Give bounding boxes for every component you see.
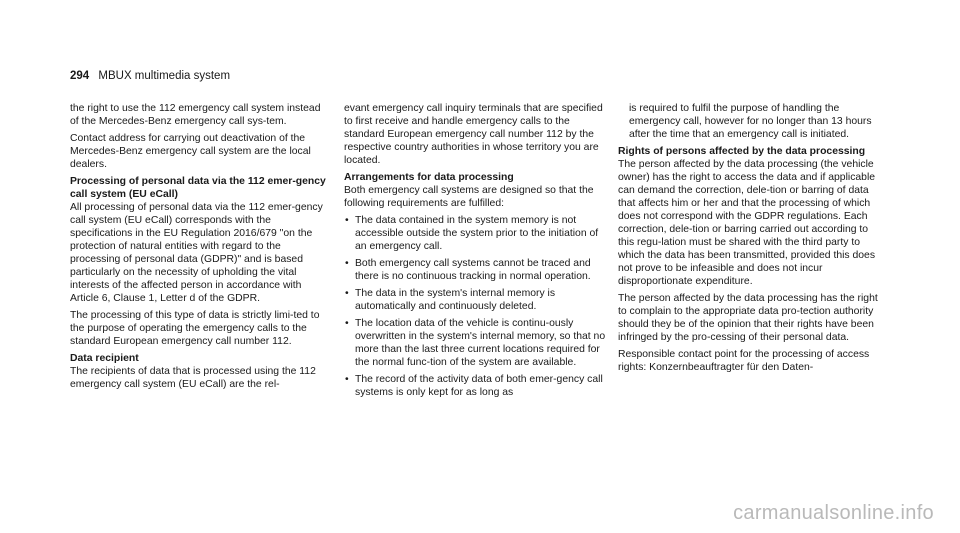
section-heading: Rights of persons affected by the data processing: [618, 146, 866, 157]
paragraph: Both emergency call systems are designed so that the following requirements are fulfilled:: [344, 185, 594, 209]
bullet-icon: •: [345, 258, 349, 269]
column-3: [618, 102, 880, 378]
paragraph: The recipients of data that is processed using the 112 emergency call system (EU eCall) are the rel-: [70, 366, 316, 390]
paragraph: evant emergency call inquiry terminals that are specified to first receive and handle emergency calls to the standard European emergency call number 112 by the respective country authorities in whose territory you are located.: [344, 103, 603, 166]
list-item-text: The location data of the vehicle is continu-ously overwritten in the system's internal memory, so that no more than the last three current locations required for the normal func-tion of the system are available.: [355, 318, 606, 368]
paragraph: All processing of personal data via the 112 emer-gency call system (EU eCall) corresponds with the specifications in the EU Regulation 2016/679 "on the protection of natural entities with regard to the processing of personal data (GDPR)" and is based particularly on the necessity of upholding the vital interests of the affected person in accordance with Article 6, Clause 1, Letter d of the GDPR.: [70, 202, 323, 304]
paragraph: The person affected by the data processing has the right to complain to the appropriate data pro-tection authority should they be of the opinion that their rights have been infringed by the pro-cessing of their personal data.: [618, 293, 878, 343]
paragraph: Responsible contact point for the processing of access rights: Konzernbeauftragter für den Daten-: [618, 349, 870, 373]
list-item-text: The data in the system's internal memory is automatically and continuously deleted.: [355, 288, 556, 312]
list-item-text: Both emergency call systems cannot be traced and there is no continuous tracking in normal operation.: [355, 258, 591, 282]
list-item: [344, 317, 606, 369]
section-heading: Processing of personal data via the 112 emer-gency call system (EU eCall): [70, 176, 326, 200]
list-item-text: The record of the activity data of both emer-gency call systems is only kept for as long as: [355, 374, 603, 398]
paragraph: the right to use the 112 emergency call system instead of the Mercedes-Benz emergency call sys-tem.: [70, 103, 321, 127]
list-item: [344, 287, 606, 313]
column-2: [344, 102, 606, 403]
list-item: [344, 257, 606, 283]
paragraph: The processing of this type of data is strictly limi-ted to the purpose of operating the emergency calls to the standard European emergency call number 112.: [70, 310, 320, 347]
bullet-icon: •: [345, 215, 349, 226]
bullet-icon: •: [345, 288, 349, 299]
bullet-icon: •: [345, 374, 349, 385]
requirements-list: [344, 214, 606, 399]
column-1: [70, 102, 332, 395]
paragraph: is required to fulfil the purpose of handling the emergency call, however for no longer than 13 hours after the time that an emergency call is initiated.: [629, 103, 872, 140]
section-heading: Arrangements for data processing: [344, 172, 514, 183]
list-item-text: The data contained in the system memory is not accessible outside the system prior to the initiation of an emergency call.: [355, 215, 599, 252]
page-number: 294: [70, 70, 90, 82]
paragraph: The person affected by the data processing (the vehicle owner) has the right to access the data and if applicable can demand the correction, dele-tion or barring of data that affects him or her and that the processing of which does not correspond with the GDPR regulations. Each correction, dele-tion or barring carried out according to this regu-lation must be shared with the third party to which the data has been transmitted, provided this does not prove to be infeasible and does not incur disproportionate expenditure.: [618, 159, 876, 287]
page-header: [70, 70, 230, 82]
paragraph: Contact address for carrying out deactivation of the Mercedes-Benz emergency call system are the local dealers.: [70, 133, 311, 170]
section-heading: Data recipient: [70, 353, 139, 364]
page-header-title: MBUX multimedia system: [98, 70, 231, 82]
list-item: [344, 214, 606, 253]
bullet-icon: •: [345, 318, 349, 329]
list-item: [344, 373, 606, 399]
watermark: carmanualsonline.info: [733, 502, 934, 524]
